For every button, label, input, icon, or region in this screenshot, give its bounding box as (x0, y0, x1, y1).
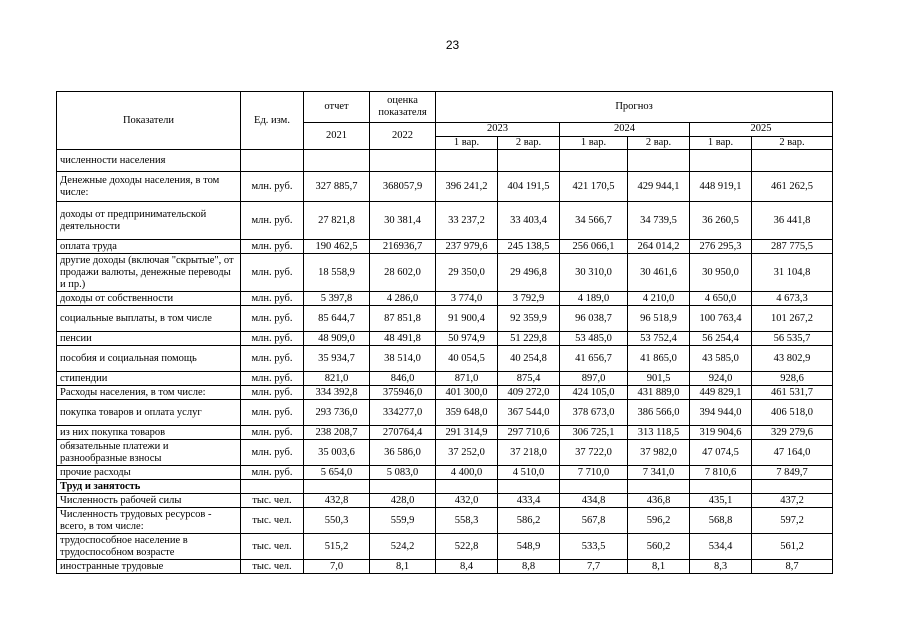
row-unit: тыс. чел. (241, 560, 304, 574)
row-value: 378 673,0 (560, 400, 628, 426)
header-2023-var2: 2 вар. (498, 136, 560, 150)
row-value: 7 710,0 (560, 466, 628, 480)
row-label: Денежные доходы населения, в том числе: (57, 172, 241, 202)
row-value: 43 802,9 (752, 346, 833, 372)
row-value: 434,8 (560, 494, 628, 508)
row-value: 47 164,0 (752, 440, 833, 466)
row-value: 871,0 (436, 372, 498, 386)
row-value: 548,9 (498, 534, 560, 560)
header-2024-var1: 1 вар. (560, 136, 628, 150)
table-row (57, 508, 833, 534)
row-value: 8,3 (690, 560, 752, 574)
row-value: 87 851,8 (370, 306, 436, 332)
row-value (560, 150, 628, 172)
row-value: 256 066,1 (560, 240, 628, 254)
row-value: 51 229,8 (498, 332, 560, 346)
row-value (752, 480, 833, 494)
row-value: 48 909,0 (304, 332, 370, 346)
row-value: 586,2 (498, 508, 560, 534)
row-value: 56 254,4 (690, 332, 752, 346)
row-label: оплата труда (57, 240, 241, 254)
row-value: 270764,4 (370, 426, 436, 440)
row-value: 34 739,5 (628, 202, 690, 240)
row-value: 30 461,6 (628, 254, 690, 292)
table-row (57, 306, 833, 332)
header-2024-var2: 2 вар. (628, 136, 690, 150)
row-value: 92 359,9 (498, 306, 560, 332)
row-value: 37 218,0 (498, 440, 560, 466)
row-value (498, 480, 560, 494)
page-number: 23 (445, 38, 460, 52)
row-value: 3 774,0 (436, 292, 498, 306)
row-value: 4 189,0 (560, 292, 628, 306)
row-value: 436,8 (628, 494, 690, 508)
row-value (436, 480, 498, 494)
table-row (57, 240, 833, 254)
row-value: 276 295,3 (690, 240, 752, 254)
row-value: 100 763,4 (690, 306, 752, 332)
row-value: 264 014,2 (628, 240, 690, 254)
row-value: 821,0 (304, 372, 370, 386)
row-value: 375946,0 (370, 386, 436, 400)
row-value: 428,0 (370, 494, 436, 508)
row-value: 7 849,7 (752, 466, 833, 480)
row-value: 33 237,2 (436, 202, 498, 240)
row-value: 924,0 (690, 372, 752, 386)
row-value: 424 105,0 (560, 386, 628, 400)
row-label: численности населения (57, 150, 241, 172)
row-value: 567,8 (560, 508, 628, 534)
row-value: 35 003,6 (304, 440, 370, 466)
row-label: доходы от собственности (57, 292, 241, 306)
row-unit (241, 150, 304, 172)
row-unit: млн. руб. (241, 440, 304, 466)
table-row (57, 346, 833, 372)
row-unit: млн. руб. (241, 332, 304, 346)
row-label: Численность трудовых ресурсов - всего, в том числе: (57, 508, 241, 534)
header-estimate: оценка показателя (370, 92, 436, 123)
row-value: 319 904,6 (690, 426, 752, 440)
row-value: 432,8 (304, 494, 370, 508)
row-value: 4 673,3 (752, 292, 833, 306)
row-value: 8,8 (498, 560, 560, 574)
row-value: 37 982,0 (628, 440, 690, 466)
row-value: 432,0 (436, 494, 498, 508)
row-value (370, 480, 436, 494)
row-unit: млн. руб. (241, 386, 304, 400)
row-value: 437,2 (752, 494, 833, 508)
row-label: стипендии (57, 372, 241, 386)
row-value: 448 919,1 (690, 172, 752, 202)
row-value (304, 150, 370, 172)
header-unit: Ед. изм. (241, 92, 304, 150)
row-value: 41 656,7 (560, 346, 628, 372)
header-year-2024: 2024 (560, 123, 690, 137)
row-value: 30 950,0 (690, 254, 752, 292)
row-unit: млн. руб. (241, 240, 304, 254)
row-value: 36 260,5 (690, 202, 752, 240)
row-value: 29 350,0 (436, 254, 498, 292)
row-unit: млн. руб. (241, 202, 304, 240)
row-unit: млн. руб. (241, 292, 304, 306)
row-value: 41 865,0 (628, 346, 690, 372)
table-row (57, 480, 833, 494)
row-label: пенсии (57, 332, 241, 346)
row-unit: млн. руб. (241, 346, 304, 372)
row-value (304, 480, 370, 494)
row-value: 515,2 (304, 534, 370, 560)
row-value: 3 792,9 (498, 292, 560, 306)
row-value: 47 074,5 (690, 440, 752, 466)
row-value: 36 586,0 (370, 440, 436, 466)
row-value: 29 496,8 (498, 254, 560, 292)
table-row (57, 254, 833, 292)
row-value: 568,8 (690, 508, 752, 534)
row-value: 37 722,0 (560, 440, 628, 466)
row-value: 928,6 (752, 372, 833, 386)
row-value: 394 944,0 (690, 400, 752, 426)
row-label: доходы от предпринимательской деятельности (57, 202, 241, 240)
row-value: 53 752,4 (628, 332, 690, 346)
row-value: 461 531,7 (752, 386, 833, 400)
row-value: 48 491,8 (370, 332, 436, 346)
row-unit: млн. руб. (241, 466, 304, 480)
row-label: иностранные трудовые (57, 560, 241, 574)
row-value: 27 821,8 (304, 202, 370, 240)
row-value: 5 397,8 (304, 292, 370, 306)
row-value: 40 254,8 (498, 346, 560, 372)
row-value: 38 514,0 (370, 346, 436, 372)
row-label: обязательные платежи и разнообразные взносы (57, 440, 241, 466)
row-value: 190 462,5 (304, 240, 370, 254)
row-value: 897,0 (560, 372, 628, 386)
row-value: 4 400,0 (436, 466, 498, 480)
row-value: 43 585,0 (690, 346, 752, 372)
row-value: 238 208,7 (304, 426, 370, 440)
row-value: 245 138,5 (498, 240, 560, 254)
row-value: 33 403,4 (498, 202, 560, 240)
row-value (628, 480, 690, 494)
row-label: социальные выплаты, в том числе (57, 306, 241, 332)
row-value (690, 480, 752, 494)
row-unit: тыс. чел. (241, 508, 304, 534)
header-forecast: Прогноз (436, 92, 833, 123)
row-value: 313 118,5 (628, 426, 690, 440)
row-value: 8,7 (752, 560, 833, 574)
row-value: 367 544,0 (498, 400, 560, 426)
row-value: 37 252,0 (436, 440, 498, 466)
header-2025-var2: 2 вар. (752, 136, 833, 150)
row-unit: млн. руб. (241, 254, 304, 292)
row-value: 7 810,6 (690, 466, 752, 480)
row-value (436, 150, 498, 172)
row-value: 4 650,0 (690, 292, 752, 306)
row-unit: млн. руб. (241, 400, 304, 426)
row-value: 875,4 (498, 372, 560, 386)
row-label: Расходы населения, в том числе: (57, 386, 241, 400)
row-label: покупка товаров и оплата услуг (57, 400, 241, 426)
row-value: 596,2 (628, 508, 690, 534)
row-value (370, 150, 436, 172)
row-value: 5 654,0 (304, 466, 370, 480)
row-value: 7,7 (560, 560, 628, 574)
row-value: 287 775,5 (752, 240, 833, 254)
table-row (57, 494, 833, 508)
row-value: 96 038,7 (560, 306, 628, 332)
row-value: 433,4 (498, 494, 560, 508)
row-value: 846,0 (370, 372, 436, 386)
row-value: 8,1 (370, 560, 436, 574)
row-value: 36 441,8 (752, 202, 833, 240)
table-row (57, 400, 833, 426)
row-value: 50 974,9 (436, 332, 498, 346)
row-value: 522,8 (436, 534, 498, 560)
table-row (57, 426, 833, 440)
row-value: 558,3 (436, 508, 498, 534)
row-value: 85 644,7 (304, 306, 370, 332)
row-value: 461 262,5 (752, 172, 833, 202)
row-value: 406 518,0 (752, 400, 833, 426)
table-row (57, 172, 833, 202)
row-value: 560,2 (628, 534, 690, 560)
row-value: 329 279,6 (752, 426, 833, 440)
row-unit: тыс. чел. (241, 534, 304, 560)
row-value: 40 054,5 (436, 346, 498, 372)
row-unit: млн. руб. (241, 372, 304, 386)
row-value: 5 083,0 (370, 466, 436, 480)
row-value: 306 725,1 (560, 426, 628, 440)
row-value: 91 900,4 (436, 306, 498, 332)
row-value: 291 314,9 (436, 426, 498, 440)
table-row (57, 534, 833, 560)
row-value: 334277,0 (370, 400, 436, 426)
row-value: 34 566,7 (560, 202, 628, 240)
table-row (57, 202, 833, 240)
row-value: 293 736,0 (304, 400, 370, 426)
table-body (57, 150, 833, 574)
row-value: 327 885,7 (304, 172, 370, 202)
row-value: 409 272,0 (498, 386, 560, 400)
row-value: 7 341,0 (628, 466, 690, 480)
row-label: пособия и социальная помощь (57, 346, 241, 372)
row-unit (241, 480, 304, 494)
row-value: 297 710,6 (498, 426, 560, 440)
row-value: 7,0 (304, 560, 370, 574)
header-report: отчет (304, 92, 370, 123)
row-value: 53 485,0 (560, 332, 628, 346)
row-value (498, 150, 560, 172)
row-value: 30 310,0 (560, 254, 628, 292)
row-label: другие доходы (включая "скрытые", от продажи валюты, денежные переводы и пр.) (57, 254, 241, 292)
header-year-2022: 2022 (370, 123, 436, 150)
table-row (57, 466, 833, 480)
row-value: 449 829,1 (690, 386, 752, 400)
row-unit: млн. руб. (241, 306, 304, 332)
row-value: 524,2 (370, 534, 436, 560)
row-label: Труд и занятость (57, 480, 241, 494)
row-value (560, 480, 628, 494)
row-value: 429 944,1 (628, 172, 690, 202)
table-row (57, 560, 833, 574)
header-year-2025: 2025 (690, 123, 833, 137)
row-value: 8,1 (628, 560, 690, 574)
row-value: 597,2 (752, 508, 833, 534)
table-row (57, 332, 833, 346)
row-value: 28 602,0 (370, 254, 436, 292)
header-2025-var1: 1 вар. (690, 136, 752, 150)
row-value: 435,1 (690, 494, 752, 508)
row-label: трудоспособное население в трудоспособном возрасте (57, 534, 241, 560)
row-value: 421 170,5 (560, 172, 628, 202)
row-unit: тыс. чел. (241, 494, 304, 508)
table-row (57, 292, 833, 306)
row-label: прочие расходы (57, 466, 241, 480)
table-row (57, 386, 833, 400)
header-year-2021: 2021 (304, 123, 370, 150)
row-value: 31 104,8 (752, 254, 833, 292)
row-value: 96 518,9 (628, 306, 690, 332)
row-value: 30 381,4 (370, 202, 436, 240)
row-label: из них покупка товаров (57, 426, 241, 440)
row-value: 534,4 (690, 534, 752, 560)
row-value: 56 535,7 (752, 332, 833, 346)
row-value: 334 392,8 (304, 386, 370, 400)
row-value: 901,5 (628, 372, 690, 386)
table-row (57, 150, 833, 172)
row-value: 396 241,2 (436, 172, 498, 202)
row-value: 561,2 (752, 534, 833, 560)
row-value: 4 210,0 (628, 292, 690, 306)
table-row (57, 440, 833, 466)
row-value: 431 889,0 (628, 386, 690, 400)
header-2023-var1: 1 вар. (436, 136, 498, 150)
row-value: 404 191,5 (498, 172, 560, 202)
row-value: 4 510,0 (498, 466, 560, 480)
row-unit: млн. руб. (241, 172, 304, 202)
row-value: 4 286,0 (370, 292, 436, 306)
row-value: 533,5 (560, 534, 628, 560)
row-value (628, 150, 690, 172)
row-value: 386 566,0 (628, 400, 690, 426)
row-value: 101 267,2 (752, 306, 833, 332)
row-unit: млн. руб. (241, 426, 304, 440)
row-value: 18 558,9 (304, 254, 370, 292)
row-value: 8,4 (436, 560, 498, 574)
row-value: 359 648,0 (436, 400, 498, 426)
header-year-2023: 2023 (436, 123, 560, 137)
row-value: 237 979,6 (436, 240, 498, 254)
row-label: Численность рабочей силы (57, 494, 241, 508)
row-value: 550,3 (304, 508, 370, 534)
row-value: 216936,7 (370, 240, 436, 254)
row-value: 559,9 (370, 508, 436, 534)
header-indicators: Показатели (57, 92, 241, 150)
row-value: 35 934,7 (304, 346, 370, 372)
table-row (57, 372, 833, 386)
row-value: 368057,9 (370, 172, 436, 202)
row-value (752, 150, 833, 172)
forecast-table (56, 91, 833, 574)
row-value (690, 150, 752, 172)
row-value: 401 300,0 (436, 386, 498, 400)
